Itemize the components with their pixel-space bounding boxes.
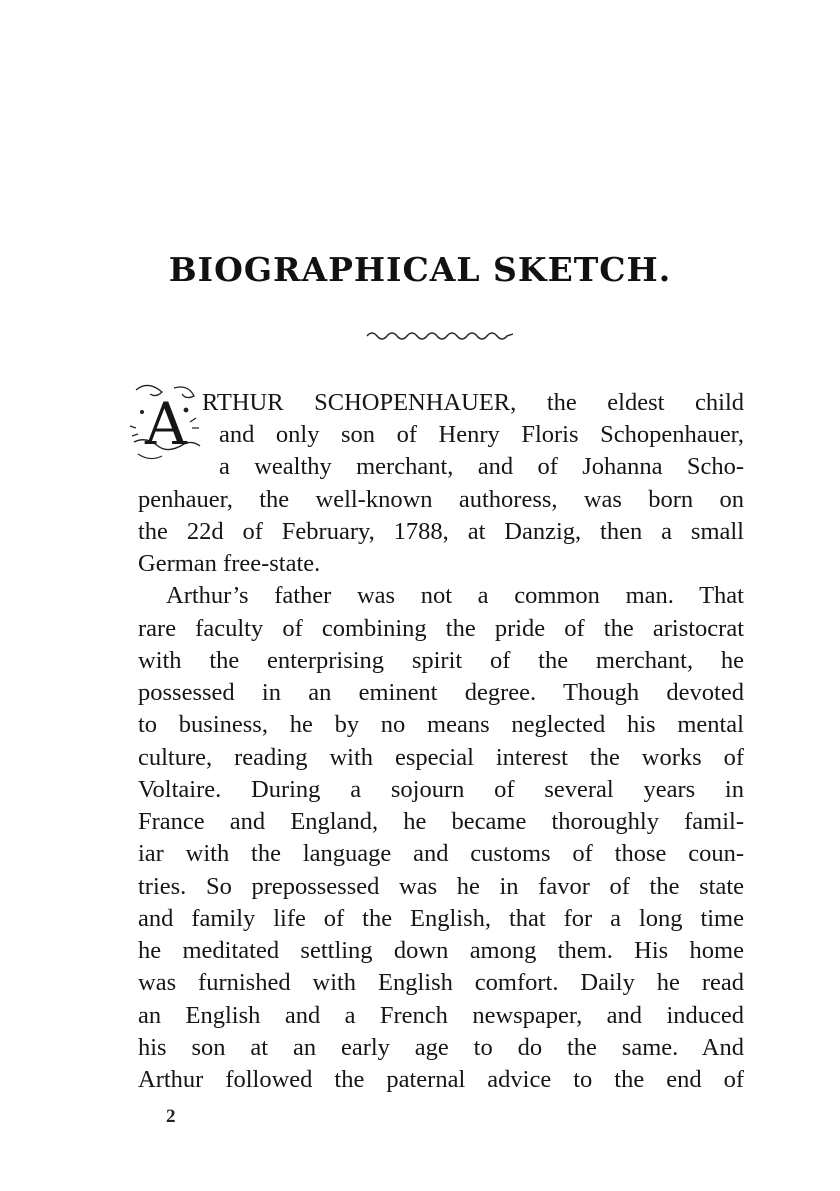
- text-line: possessed in an eminent degree. Though devoted: [138, 679, 744, 706]
- text-line: with the enterprising spirit of the merchant, he: [138, 647, 744, 674]
- text-line: his son at an early age to do the same. And: [138, 1034, 744, 1061]
- wavy-ornament-divider: [365, 328, 515, 342]
- chapter-title: BIOGRAPHICAL SKETCH.: [168, 250, 672, 289]
- text-line: he meditated settling down among them. His home: [138, 937, 744, 964]
- text-line: rare faculty of combining the pride of the aristocrat: [138, 615, 744, 642]
- text-line: and only son of Henry Floris Schopenhauer,: [219, 421, 744, 448]
- text-line: iar with the language and customs of those coun-: [138, 840, 744, 867]
- text-line: penhauer, the well-known authoress, was born on: [138, 486, 744, 513]
- text-line: to business, he by no means neglected his mental: [138, 711, 744, 738]
- drop-cap-letter: A: [145, 390, 187, 458]
- text-line: a wealthy merchant, and of Johanna Scho-: [219, 453, 744, 480]
- text-line: RTHUR SCHOPENHAUER, the eldest child: [202, 389, 744, 416]
- text-line: German free-state.: [138, 550, 321, 577]
- text-line: Voltaire. During a sojourn of several years in: [138, 776, 744, 803]
- text-line: Arthur followed the paternal advice to the end of: [138, 1066, 744, 1093]
- text-line: the 22d of February, 1788, at Danzig, then a small: [138, 518, 744, 545]
- ornate-drop-cap: [128, 382, 204, 468]
- text-line: culture, reading with especial interest the works of: [138, 744, 744, 771]
- text-line: tries. So prepossessed was he in favor of the state: [138, 873, 744, 900]
- text-line: Arthur’s father was not a common man. That: [166, 582, 744, 609]
- text-line: was furnished with English comfort. Daily he read: [138, 969, 744, 996]
- text-line: and family life of the English, that for a long time: [138, 905, 744, 932]
- page-number: 2: [166, 1106, 176, 1127]
- text-line: France and England, he became thoroughly famil-: [138, 808, 744, 835]
- text-line: an English and a French newspaper, and induced: [138, 1002, 744, 1029]
